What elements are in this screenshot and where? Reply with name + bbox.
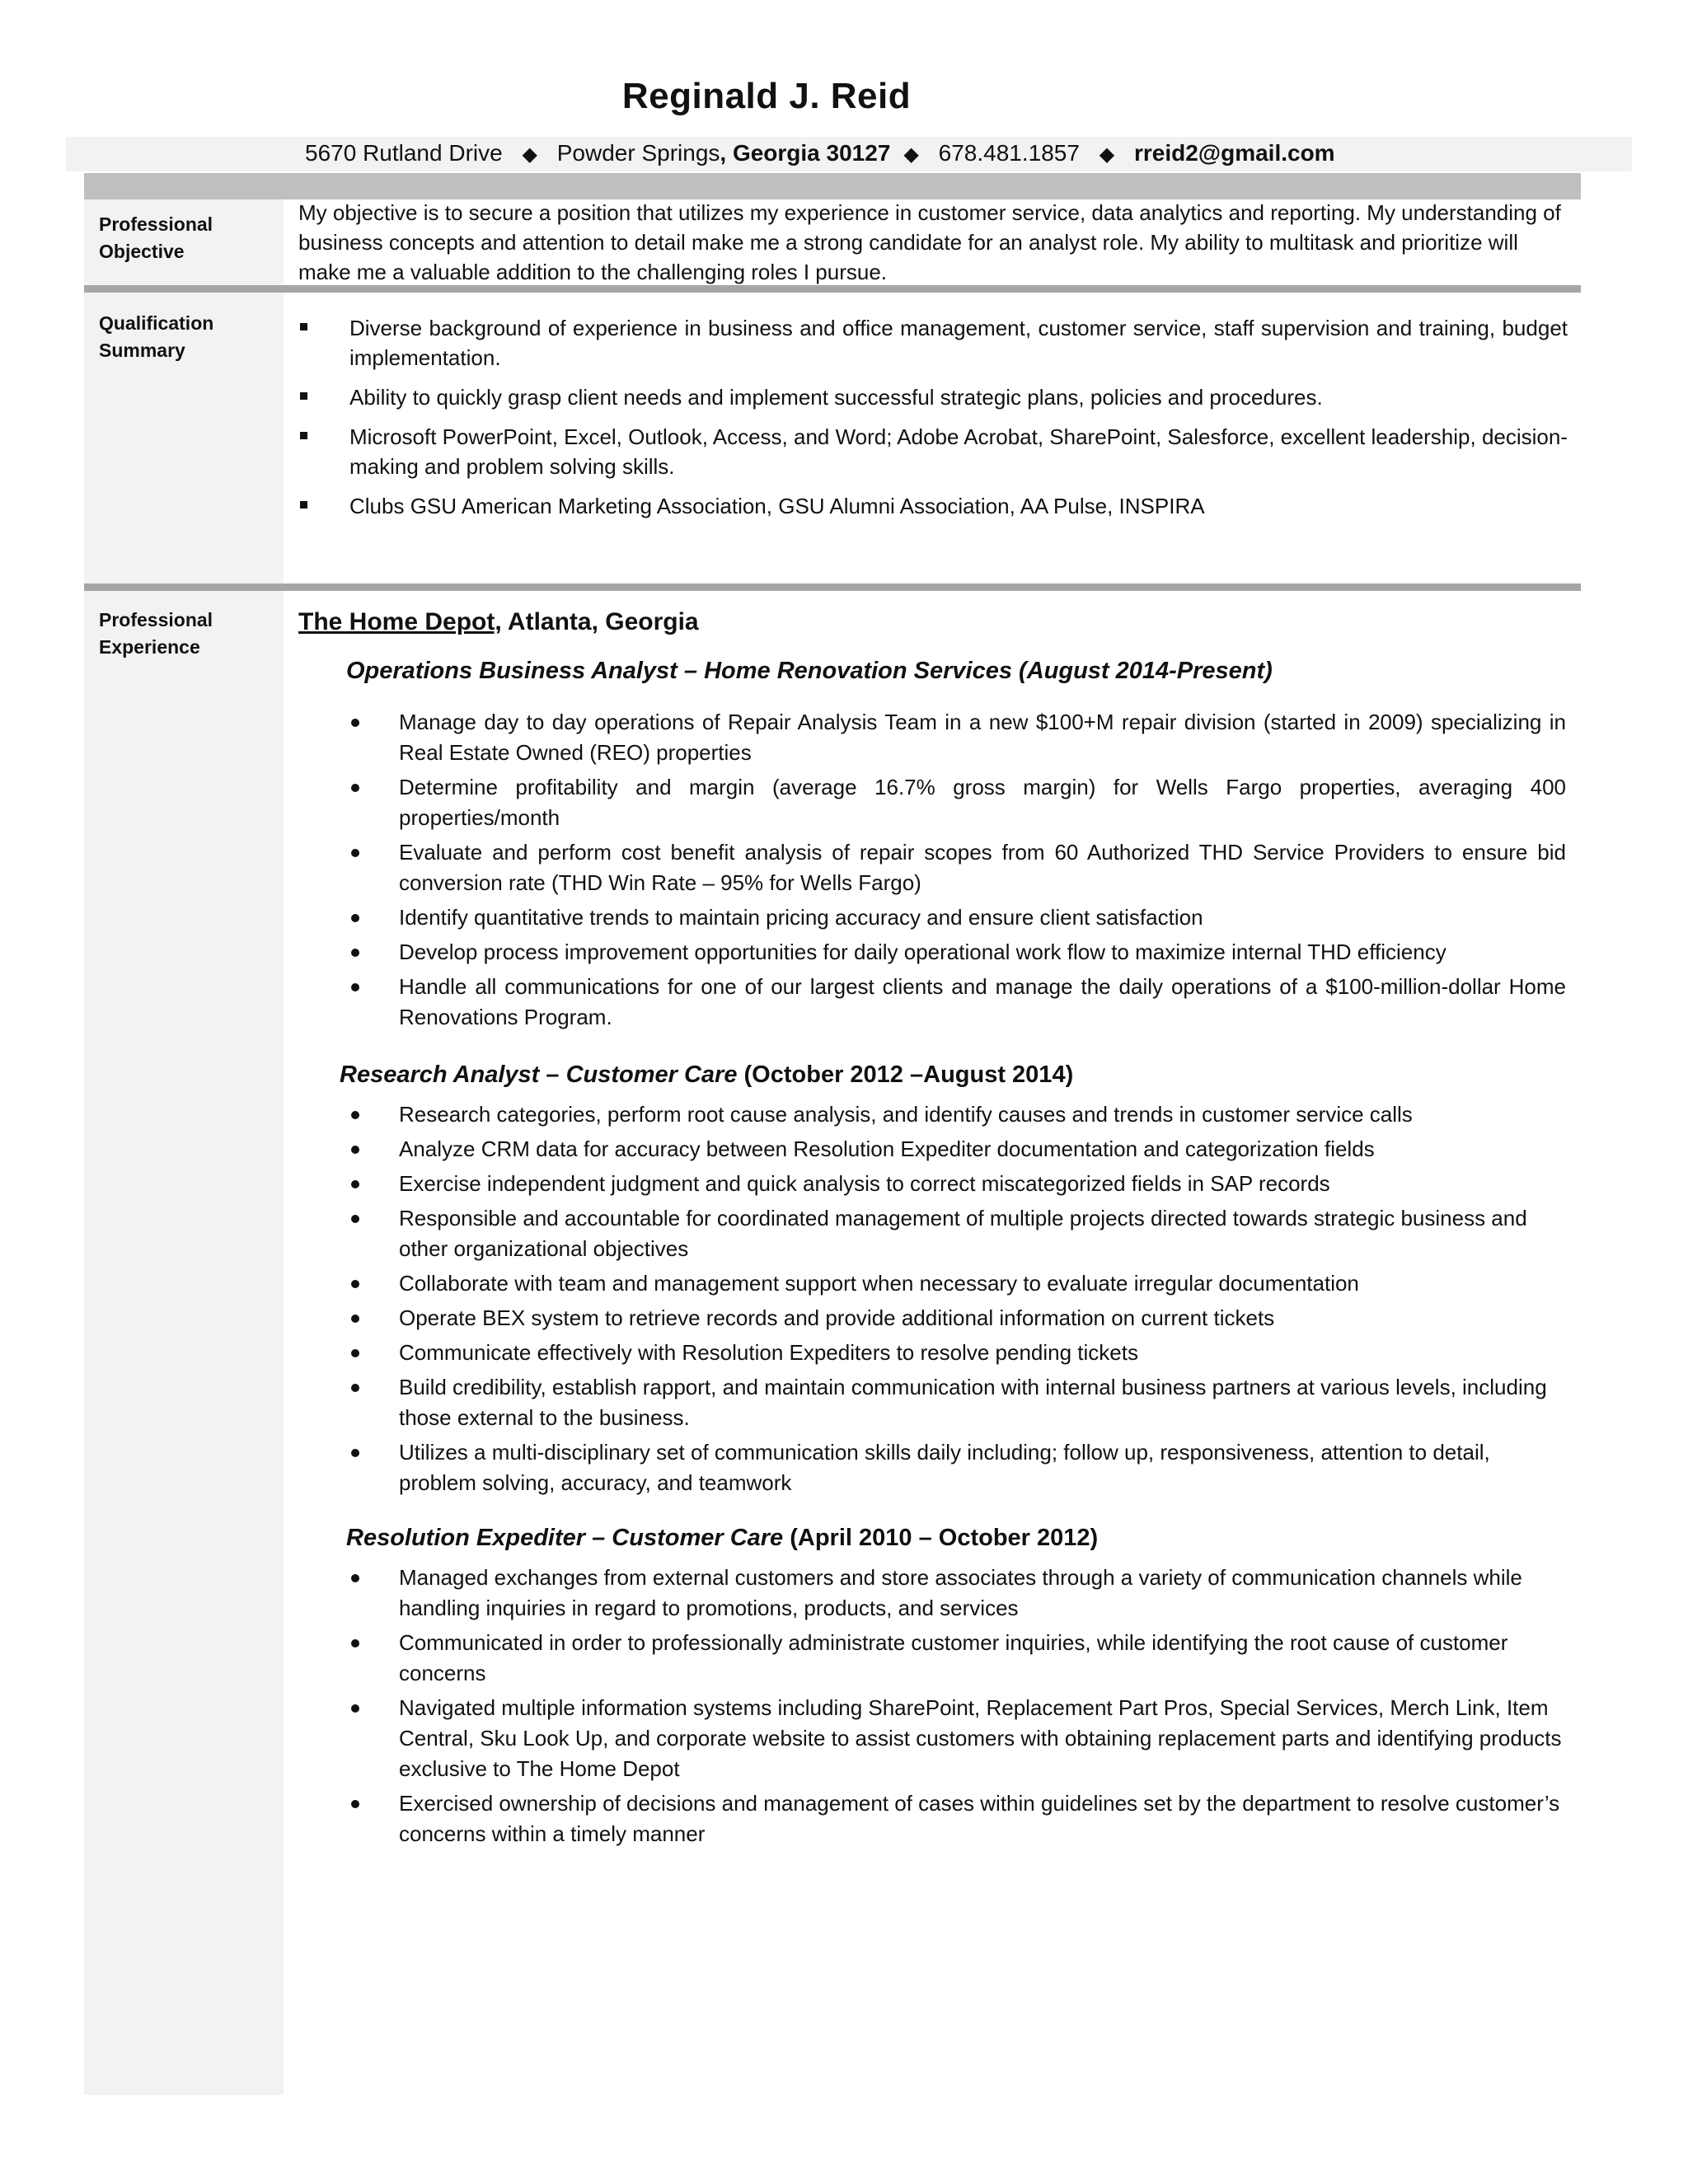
job-title [340,1062,1073,1089]
job-title [346,1525,1098,1552]
street-address: 5670 Rutland Drive [305,140,503,166]
list-item: Clubs GSU American Marketing Association, GSU Alumni Association, AA Pulse, INSPIRA [298,491,1568,521]
list-item: Managed exchanges from external customers and store associates through a variety of communication channels while handling inquiries in regard to promotions, products, and services [348,1563,1566,1624]
header-divider-bar [84,173,1581,199]
job-duties-list [348,1099,1566,1502]
section-divider [84,583,1581,591]
list-item: Handle all communications for one of our largest clients and manage the daily operations of a $100-million-dollar Home Renovations Program. [348,972,1566,1033]
objective-text: My objective is to secure a position that utilizes my experience in customer service, data analytics and reporting. My understanding of business concepts and attention to detail make me a strong candidate for an analyst role. My ability to multitask and prioritize will make me a valuable addition to the challenging roles I pursue. [298,200,1561,284]
company-location: Atlanta, Georgia [501,608,699,635]
list-item: Exercised ownership of decisions and management of cases within guidelines set by the department to resolve customer’s concerns within a timely manner [348,1788,1566,1849]
job-dates: (October 2012 –August 2014) [737,1062,1074,1088]
section-divider [84,285,1581,293]
job-title-text: Operations Business Analyst – Home Renovation Services (August 2014-Present) [346,658,1273,684]
label-column-background [84,199,284,2095]
list-item: Responsible and accountable for coordinated management of multiple projects directed towards strategic business and other organizational objectives [348,1203,1566,1264]
list-item: Operate BEX system to retrieve records and provide additional information on current tickets [348,1303,1566,1333]
list-item: Research categories, perform root cause analysis, and identify causes and trends in customer service calls [348,1099,1566,1130]
company-line [298,608,699,636]
list-item: Evaluate and perform cost benefit analysis of repair scopes from 60 Authorized THD Service Providers to ensure bid conversion rate (THD Win Rate – 95% for Wells Fargo) [348,837,1566,898]
phone-number: 678.481.1857 [938,140,1080,166]
list-item: Ability to quickly grasp client needs and implement successful strategic plans, policies and procedures. [298,382,1568,412]
section-label-experience: Professional Experience [99,609,213,658]
job-title [346,658,1273,685]
list-item: Navigated multiple information systems including SharePoint, Replacement Part Pros, Special Services, Merch Link, Item Central, Sku Look Up, and corporate website to assist customers with obtaining replacement parts and identifying products exclusive to The Home Depot [348,1693,1566,1784]
job-duties-list [348,1563,1566,1854]
list-item: Utilizes a multi-disciplinary set of communication skills daily including; follow up, responsiveness, attention to detail, problem solving, accuracy, and teamwork [348,1437,1566,1498]
list-item: Identify quantitative trends to maintain pricing accuracy and ensure client satisfaction [348,902,1566,933]
qualification-list [298,313,1568,531]
list-item: Exercise independent judgment and quick analysis to correct miscategorized fields in SAP records [348,1169,1566,1199]
section-label-qualifications: Qualification Summary [99,312,214,361]
contact-line [305,140,1335,166]
diamond-separator-icon: ◆ [522,143,537,166]
list-item: Determine profitability and margin (average 16.7% gross margin) for Wells Fargo properties, averaging 400 properties/month [348,772,1566,833]
list-item: Collaborate with team and management support when necessary to evaluate irregular documentation [348,1268,1566,1299]
list-item: Analyze CRM data for accuracy between Resolution Expediter documentation and categorization fields [348,1134,1566,1165]
candidate-name: Reginald J. Reid [621,76,912,116]
list-item: Diverse background of experience in business and office management, customer service, staff supervision and training, budget implementation. [298,313,1568,373]
job-duties-list [348,707,1566,1037]
list-item: Manage day to day operations of Repair Analysis Team in a new $100+M repair division (started in 2009) specializing in Real Estate Owned (REO) properties [348,707,1566,768]
list-item: Communicate effectively with Resolution Expediters to resolve pending tickets [348,1338,1566,1368]
list-item: Develop process improvement opportunities for daily operational work flow to maximize internal THD efficiency [348,937,1566,968]
list-item: Build credibility, establish rapport, and maintain communication with internal business partners at various levels, including those external to the business. [348,1372,1566,1433]
list-item: Microsoft PowerPoint, Excel, Outlook, Access, and Word; Adobe Acrobat, SharePoint, Salesforce, excellent leadership, decision-making and problem solving skills. [298,422,1568,481]
job-title-text: Research Analyst – Customer Care [340,1062,738,1088]
diamond-separator-icon: ◆ [1099,143,1115,166]
email-address: rreid2@gmail.com [1133,140,1335,166]
diamond-separator-icon: ◆ [903,143,919,166]
list-item: Communicated in order to professionally administrate customer inquiries, while identifying the root cause of customer concerns [348,1628,1566,1689]
section-label-objective: Professional Objective [99,213,213,262]
job-title-text: Resolution Expediter – Customer Care [346,1525,784,1551]
company-name: The Home Depot, [298,608,502,635]
state-zip: , Georgia 30127 [720,140,891,166]
job-dates: (April 2010 – October 2012) [783,1525,1099,1551]
city: Powder Springs [556,140,720,166]
